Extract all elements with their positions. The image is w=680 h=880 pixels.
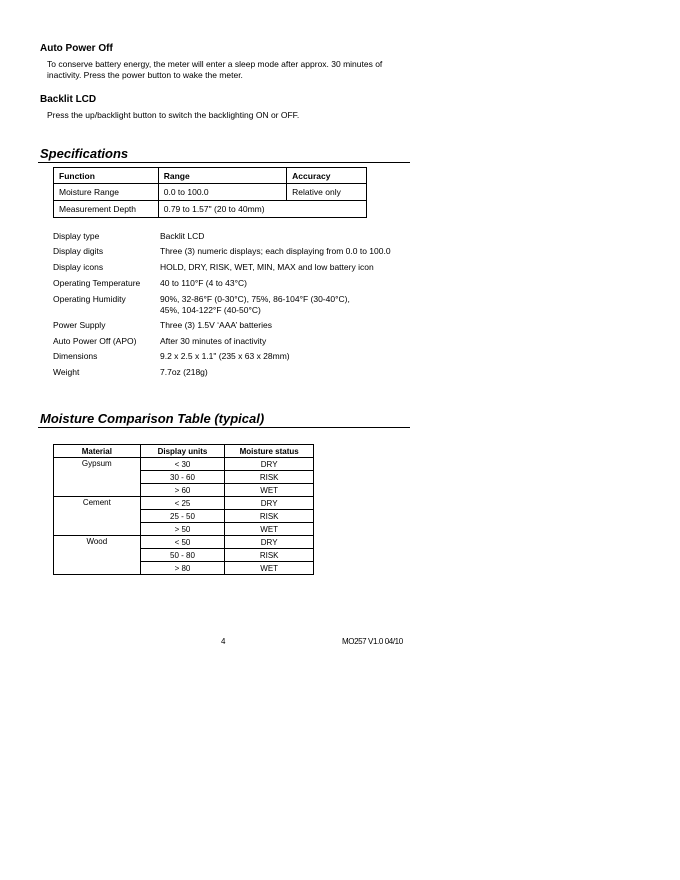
moisture-status-cell: WET [225,523,314,536]
moisture-header-moisture-status: Moisture status [225,445,314,458]
spec-value-dimensions: 9.2 x 2.5 x 1.1" (235 x 63 x 28mm) [160,351,290,361]
table-row [54,536,314,549]
moisture-header-material: Material [54,445,141,458]
table-row [54,458,314,471]
spec-label-operating-humidity: Operating Humidity [53,294,126,304]
spec-cell: Relative only [287,184,367,201]
moisture-status-cell: WET [225,484,314,497]
moisture-table-title: Moisture Comparison Table (typical) [40,411,265,426]
display-units-cell: < 30 [140,458,225,471]
table-row [54,497,314,510]
moisture-table-header [54,445,314,458]
moisture-comparison-table [53,444,314,575]
moisture-status-cell: RISK [225,549,314,562]
display-units-cell: > 60 [140,484,225,497]
auto-power-off-line-1: To conserve battery energy, the meter will enter a sleep mode after approx. 30 minutes of [47,59,383,69]
moisture-status-cell: DRY [225,458,314,471]
spec-cell: 0.79 to 1.57" (20 to 40mm) [158,201,366,218]
table-row [54,184,367,201]
spec-header-range: Range [158,168,286,184]
moisture-status-cell: RISK [225,471,314,484]
display-units-cell: < 25 [140,497,225,510]
backlit-lcd-text: Press the up/backlight button to switch the backlighting ON or OFF. [47,110,300,120]
spec-value-display-icons: HOLD, DRY, RISK, WET, MIN, MAX and low battery icon [160,262,374,272]
spec-label-dimensions: Dimensions [53,351,98,361]
page-number: 4 [221,637,226,646]
spec-header-accuracy: Accuracy [287,168,367,184]
spec-cell: Measurement Depth [54,201,159,218]
auto-power-off-line-2: inactivity. Press the power button to wake the meter. [47,69,243,80]
spec-value-operating-temperature: 40 to 110°F (4 to 43°C) [160,278,247,288]
spec-cell: Moisture Range [54,184,159,201]
spec-label-auto-power-off: Auto Power Off (APO) [53,336,137,346]
spec-label-display-digits: Display digits [53,246,104,256]
specifications-title: Specifications [40,146,129,161]
spec-label-operating-temperature: Operating Temperature [53,278,141,288]
specifications-table [53,167,367,218]
spec-label-weight: Weight [53,367,80,377]
auto-power-off-heading: Auto Power Off [40,43,113,54]
spec-value-weight: 7.7oz (218g) [160,367,208,377]
moisture-status-cell: DRY [225,536,314,549]
display-units-cell: > 80 [140,562,225,575]
display-units-cell: 25 - 50 [140,510,225,523]
spec-label-display-type: Display type [53,231,100,241]
spec-value-operating-humidity-line-1: 90%, 32-86°F (0-30°C), 75%, 86-104°F (30-40°C), [160,294,350,304]
display-units-cell: > 50 [140,523,225,536]
table-row [54,201,367,218]
spec-value-operating-humidity [160,294,350,315]
spec-value-power-supply: Three (3) 1.5V ‘AAA’ batteries [160,320,272,330]
spec-header-function: Function [54,168,159,184]
moisture-status-cell: DRY [225,497,314,510]
display-units-cell: 30 - 60 [140,471,225,484]
spec-value-display-digits: Three (3) numeric displays; each displaying from 0.0 to 100.0 [160,246,391,256]
moisture-table-rule [38,427,410,428]
specifications-table-header [54,168,367,184]
spec-value-display-type: Backlit LCD [160,231,205,241]
display-units-cell: 50 - 80 [140,549,225,562]
display-units-cell: < 50 [140,536,225,549]
backlit-lcd-heading: Backlit LCD [40,94,97,105]
specifications-rule [38,162,410,163]
moisture-header-display-units: Display units [140,445,225,458]
material-cell: Cement [54,497,141,536]
spec-cell: 0.0 to 100.0 [158,184,286,201]
document-code: MO257 V1.0 04/10 [342,637,403,646]
spec-value-operating-humidity-line-2: 45%, 104-122°F (40-50°C) [160,304,261,315]
material-cell: Wood [54,536,141,575]
auto-power-off-text [47,59,427,80]
spec-label-power-supply: Power Supply [53,320,106,330]
spec-label-display-icons: Display icons [53,262,104,272]
material-cell: Gypsum [54,458,141,497]
moisture-status-cell: WET [225,562,314,575]
moisture-status-cell: RISK [225,510,314,523]
spec-value-auto-power-off: After 30 minutes of inactivity [160,336,267,346]
